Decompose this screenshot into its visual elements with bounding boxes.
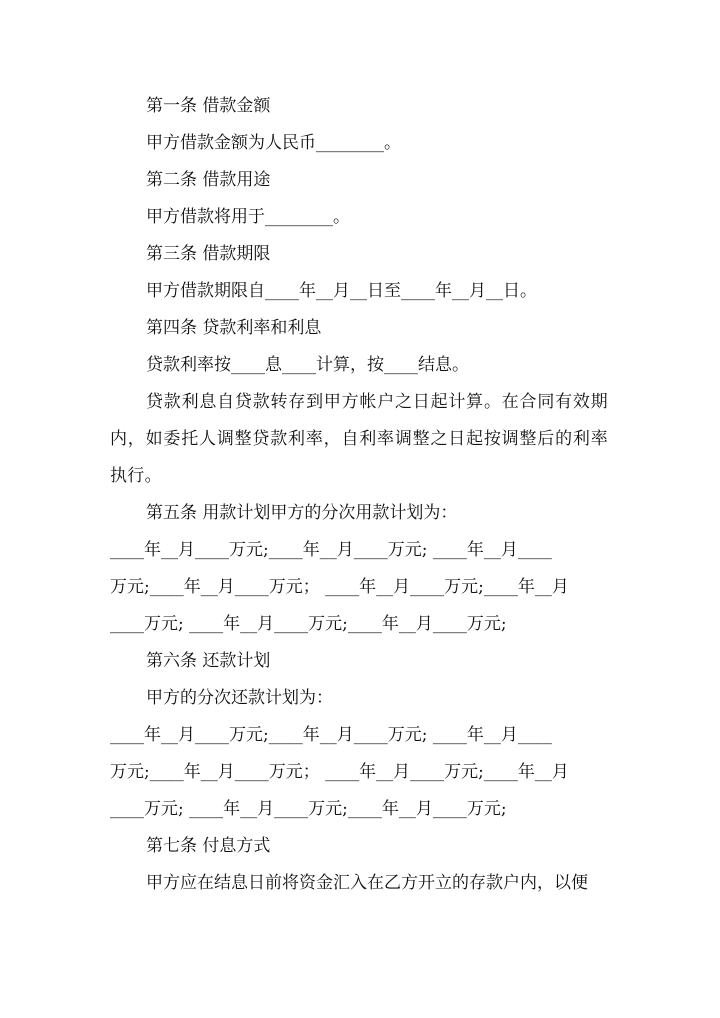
schedule-line: 万元;____年__月____万元； ____年__月____万元;____年__月 bbox=[110, 577, 569, 597]
article-1-title: 第一条 借款金额 bbox=[146, 96, 271, 116]
schedule-line: 万元;____年__月____万元； ____年__月____万元;____年__月 bbox=[110, 762, 569, 782]
article-6-body: 甲方的分次还款计划为： bbox=[146, 688, 333, 708]
article-1-body: 甲方借款金额为人民币________。 bbox=[146, 133, 401, 153]
article-4-body: 贷款利率按____息____计算，按____结息。 bbox=[146, 355, 469, 375]
article-2-title: 第二条 借款用途 bbox=[146, 170, 271, 190]
schedule-line: ____万元; ____年__月____万元;____年__月____万元; bbox=[110, 799, 507, 819]
schedule-line: ____年__月____万元;____年__月____万元; ____年__月____ bbox=[110, 725, 552, 745]
article-6-schedule bbox=[110, 717, 608, 828]
schedule-line: ____年__月____万元;____年__月____万元; ____年__月____ bbox=[110, 540, 552, 560]
article-7-title: 第七条 付息方式 bbox=[146, 836, 271, 856]
article-6-title: 第六条 还款计划 bbox=[146, 651, 271, 671]
article-4-title: 第四条 贷款利率和利息 bbox=[146, 318, 322, 338]
article-3-title: 第三条 借款期限 bbox=[146, 244, 271, 264]
article-5-schedule bbox=[110, 532, 608, 643]
article-4-paragraph: 贷款利息自贷款转存到甲方帐户之日起计算。在合同有效期内，如委托人调整贷款利率，自利率调整之日起按调整后的利率执行。 bbox=[110, 392, 608, 486]
article-3-body: 甲方借款期限自____年__月__日至____年__月__日。 bbox=[146, 281, 537, 301]
schedule-line: ____万元; ____年__月____万元;____年__月____万元; bbox=[110, 614, 507, 634]
article-2-body: 甲方借款将用于________。 bbox=[146, 207, 350, 227]
article-5-title: 第五条 用款计划甲方的分次用款计划为： bbox=[146, 503, 458, 523]
article-7-body: 甲方应在结息日前将资金汇入在乙方开立的存款户内，以便 bbox=[146, 873, 588, 893]
document-body bbox=[110, 88, 608, 902]
